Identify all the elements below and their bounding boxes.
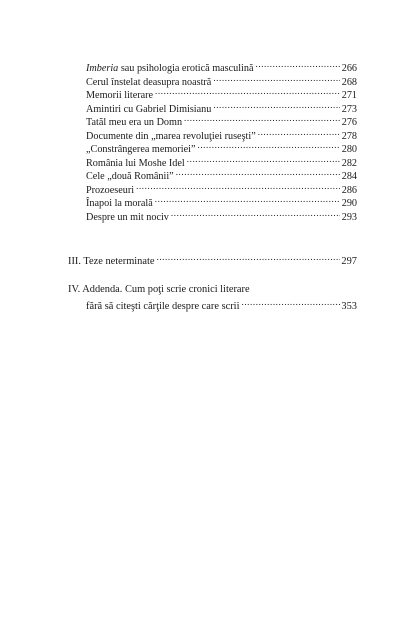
toc-section-iv — [86, 296, 357, 313]
dot-leader — [241, 296, 340, 309]
dot-leader — [213, 72, 340, 85]
toc-entry-page: 284 — [341, 171, 357, 182]
toc-entry-page: 282 — [341, 158, 357, 169]
toc-entry-page: 271 — [341, 90, 357, 101]
toc-entry-page: 273 — [341, 104, 357, 115]
toc-entry-title-text: sau psihologia erotică masculină — [118, 63, 254, 74]
toc-entry — [86, 207, 357, 224]
toc-entry-title: Tatăl meu era un Domn — [86, 117, 183, 128]
toc-entry-title: Prozoeseuri — [86, 185, 135, 196]
dot-leader — [156, 251, 340, 264]
toc-entry-page: 293 — [341, 212, 357, 223]
dot-leader — [176, 166, 340, 179]
toc-entry-italic-title: Imberia — [86, 63, 119, 74]
toc-entry-title: Înapoi la morală — [86, 198, 153, 209]
toc-section-iv-title-line1: IV. Addenda. Cum poţi scrie cronici literare — [68, 284, 250, 295]
toc-section-iii — [68, 251, 357, 268]
toc-section-title: III. Teze neterminate — [68, 256, 155, 267]
toc-entry-page: 290 — [341, 198, 357, 209]
toc-entry-title: România lui Moshe Idel — [86, 158, 185, 169]
toc-entry-title: Cele „două Românii” — [86, 171, 174, 182]
toc-entry-page: 280 — [341, 144, 357, 155]
toc-entry-title: Amintiri cu Gabriel Dimisianu — [86, 104, 212, 115]
dot-leader — [155, 193, 340, 206]
toc-entry-title: Despre un mit nociv — [86, 212, 169, 223]
toc-entry-page: 276 — [341, 117, 357, 128]
toc-entry-page: 286 — [341, 185, 357, 196]
toc-entry-title: „Constrângerea memoriei” — [86, 144, 196, 155]
toc-entry-page: 266 — [341, 63, 357, 74]
toc-entry-page: 278 — [341, 131, 357, 142]
dot-leader — [213, 99, 340, 112]
toc-entry-title: Memorii literare — [86, 90, 154, 101]
toc-entry-title: Documente din „marea revoluţiei ruseşti” — [86, 131, 256, 142]
dot-leader — [171, 207, 340, 220]
dot-leader — [136, 180, 340, 193]
dot-leader — [256, 58, 341, 71]
toc-entry-title: Cerul înstelat deasupra noastră — [86, 77, 212, 88]
dot-leader — [197, 139, 340, 152]
dot-leader — [187, 153, 340, 166]
toc-entry-page: 268 — [341, 77, 357, 88]
toc-section-page: 353 — [341, 301, 357, 312]
dot-leader — [258, 126, 340, 139]
dot-leader — [184, 112, 340, 125]
dot-leader — [155, 85, 340, 98]
toc-section-iv-title-line2: fără să citeşti cărţile despre care scrii — [86, 301, 240, 312]
toc-section-page: 297 — [341, 256, 357, 267]
